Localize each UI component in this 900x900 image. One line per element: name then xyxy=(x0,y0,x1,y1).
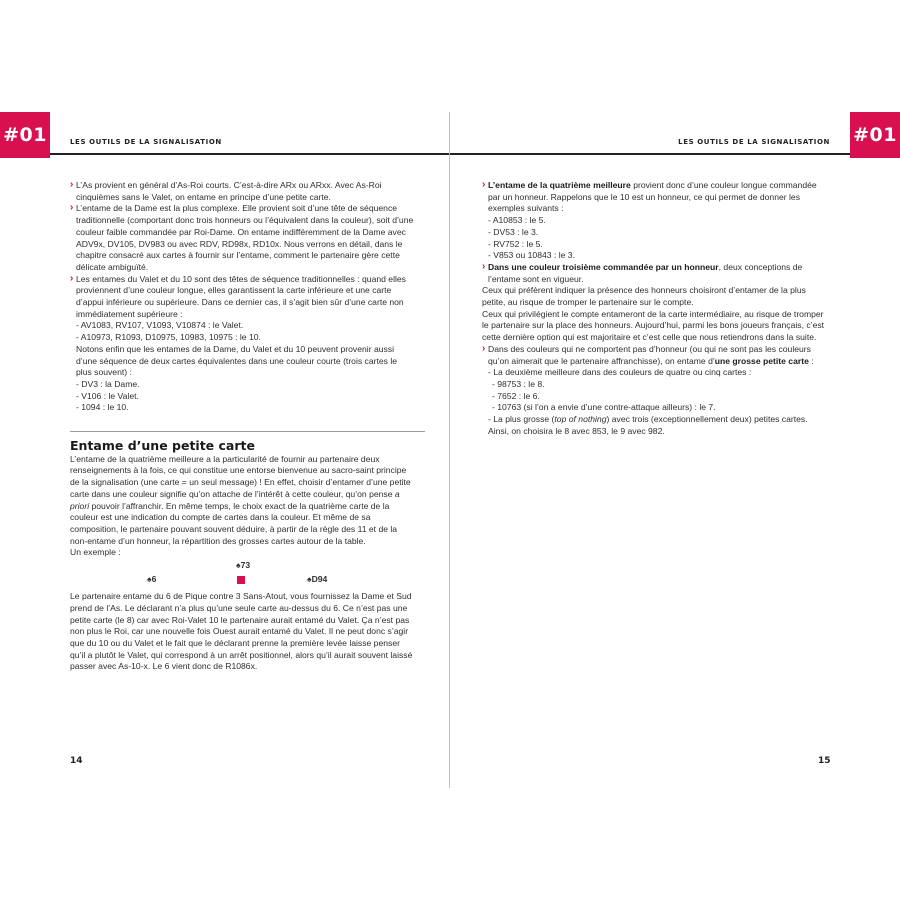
bullet-paragraph: › Dans une couleur troisième commandée par un honneur, deux conceptions de l’entame sont en vigueur. xyxy=(482,262,826,285)
example-line: - 98753 : le 8. xyxy=(492,378,545,389)
bullet-paragraph: › L’As provient en général d’As-Roi courts. C’est-à-dire ARx ou ARxx. Avec As-Roi cinquièmes sans le Valet, on entame en principe d’une petite carte. xyxy=(70,180,414,203)
example-line: - V106 : le Valet. xyxy=(76,390,139,401)
diagram-north-hand: ♠73 xyxy=(236,560,251,571)
body-paragraph: Ceux qui privilégient le compte entameront de la carte intermédiaire, au risque de tromper le partenaire sur la place des honneurs. Aujourd’hui, parmi les bons joueurs français, c’est cette dernière option qui est majoritaire et c’est celle que nous retiendrons dans la suite. xyxy=(482,308,825,343)
example-line: - La deuxième meilleure dans des couleurs de quatre ou cinq cartes : xyxy=(488,367,752,378)
bullet-paragraph: › Dans des couleurs qui ne comportent pas d’honneur (ou qui ne sont pas les couleurs qu’on aimerait que le partenaire affranchisse), on entame d’une grosse petite carte : xyxy=(482,344,826,367)
body-paragraph: L’entame de la quatrième meilleure a la particularité de fournir au partenaire deux renseignements à la fois, ce qui constitue une entorse bienvenue au sacro-saint principe de la signalisation (une carte = un seul message) ! En effet, choisir d’entamer d’une petite carte dans une couleur signifie qu’on attache de l’intérêt à cette couleur, qu’on pense a priori pouvoir l’affranchir. En même temps, le choix exact de la quatrième carte de la couleur est une indication du compte de cartes dans la couleur. Et même de sa composition, le partenaire pouvant souvent déduire, à partir de la règle des 11 et de la non-entame d’un honneur, la répartition des grosses cartes autour de la table. xyxy=(70,453,411,546)
example-line: - 10763 (si l’on a envie d’une contre-attaque ailleurs) : le 7. xyxy=(492,402,716,413)
running-head-left: LES OUTILS DE LA SIGNALISATION xyxy=(70,138,222,146)
bullet-paragraph: › L’entame de la quatrième meilleure provient donc d’une couleur longue commandée par un honneur. Rappelons que le 10 est un honneur, ce qui permet de donner les exemples suivants : xyxy=(482,180,826,215)
right-page-column xyxy=(482,180,826,437)
page-number-right: 15 xyxy=(818,756,831,766)
running-head-right: LES OUTILS DE LA SIGNALISATION xyxy=(678,138,830,146)
diagram-east-hand: ♠D94 xyxy=(307,574,328,585)
page-number-left: 14 xyxy=(70,756,83,766)
example-line: - DV53 : le 3. xyxy=(488,226,539,237)
section-divider xyxy=(70,431,425,432)
example-line: - La plus grosse (top of nothing) avec trois (exceptionnellement deux) petites cartes. Ainsi, on choisira le 8 avec 853, le 9 avec 982. xyxy=(488,414,808,436)
page-gutter xyxy=(449,112,450,788)
chapter-tab-right: #01 xyxy=(850,112,900,158)
body-paragraph: Ceux qui préfèrent indiquer la présence des honneurs choisiront d’entamer de la plus petite, au risque de tromper le partenaire sur le compte. xyxy=(482,285,806,308)
example-line: - AV1083, RV107, V1093, V10874 : le Valet. xyxy=(76,320,244,331)
body-paragraph: Notons enfin que les entames de la Dame, du Valet et du 10 peuvent provenir aussi d’une séquence de deux cartes équivalentes dans une couleur courte (trois cartes le plus souvent) : xyxy=(76,343,398,378)
bullet-paragraph: › L’entame de la Dame est la plus complexe. Elle provient soit d’une tête de séquence traditionnelle (comportant donc trois honneurs ou l’équivalent dans la couleur), soit d’une couleur faible commandée par Roi-Dame. On entame indifféremment de la Dame avec ADV9x, DV105, DV983 ou avec RDV, RD98x, RD10x. Nous verrons en détail, dans le chapitre consacré aux cartes à fournir sur l’entame, comment le partenaire gère cette délicate ambiguïté. xyxy=(70,203,414,273)
header-rule-right xyxy=(450,153,850,155)
section-title: Entame d’une petite carte xyxy=(70,438,255,454)
body-paragraph: Le partenaire entame du 6 de Pique contre 3 Sans-Atout, vous fournissez la Dame et Sud prend de l’As. Le déclarant n’a plus qu’une seule carte au-dessus du 6. Ce n’est pas une petite carte (le 8) car avec Roi-Valet 10 le partenaire aurait entamé du Valet. Ça n’est pas non plus le Roi, car une nouvelle fois Ouest aurait entamé du Valet. Il ne peut donc s’agir que du 10 ou du Valet et le fait que le déclarant prenne la première levée laisse penser qu’il a plutôt le Valet, qui correspond à un arrêt positionnel, alors qu’il aurait souvent laissé passer avec As-10-x. Le 6 vient donc de R1086x. xyxy=(70,591,413,672)
example-line: - 7652 : le 6. xyxy=(492,390,540,401)
example-line: - DV3 : la Dame. xyxy=(76,378,140,389)
body-paragraph: Un exemple : xyxy=(70,547,121,558)
bullet-paragraph: › Les entames du Valet et du 10 sont des têtes de séquence traditionnelles : quand elles proviennent d’une couleur longue, elles garantissent la carte inférieure et une carte d’appui inférieure ou supérieure. Dans ce dernier cas, il s’agit bien sûr d’une carte non immédiatement supérieure : xyxy=(70,274,414,321)
example-line: - V853 ou 10843 : le 3. xyxy=(488,250,575,261)
left-page-column xyxy=(70,180,414,673)
example-line: - RV752 : le 5. xyxy=(488,238,543,249)
table-square-icon xyxy=(237,576,245,584)
chapter-tab-left: #01 xyxy=(0,112,50,158)
card-diagram xyxy=(70,560,414,588)
example-line: - 1094 : le 10. xyxy=(76,402,129,413)
example-line: - A1097​3, R1093, D10975, 10983, 10975 : le 10. xyxy=(76,332,261,343)
header-rule-left xyxy=(50,153,450,155)
section-header xyxy=(70,431,414,452)
diagram-west-hand: ♠6 xyxy=(147,574,157,585)
example-line: - A10853 : le 5. xyxy=(488,215,546,226)
